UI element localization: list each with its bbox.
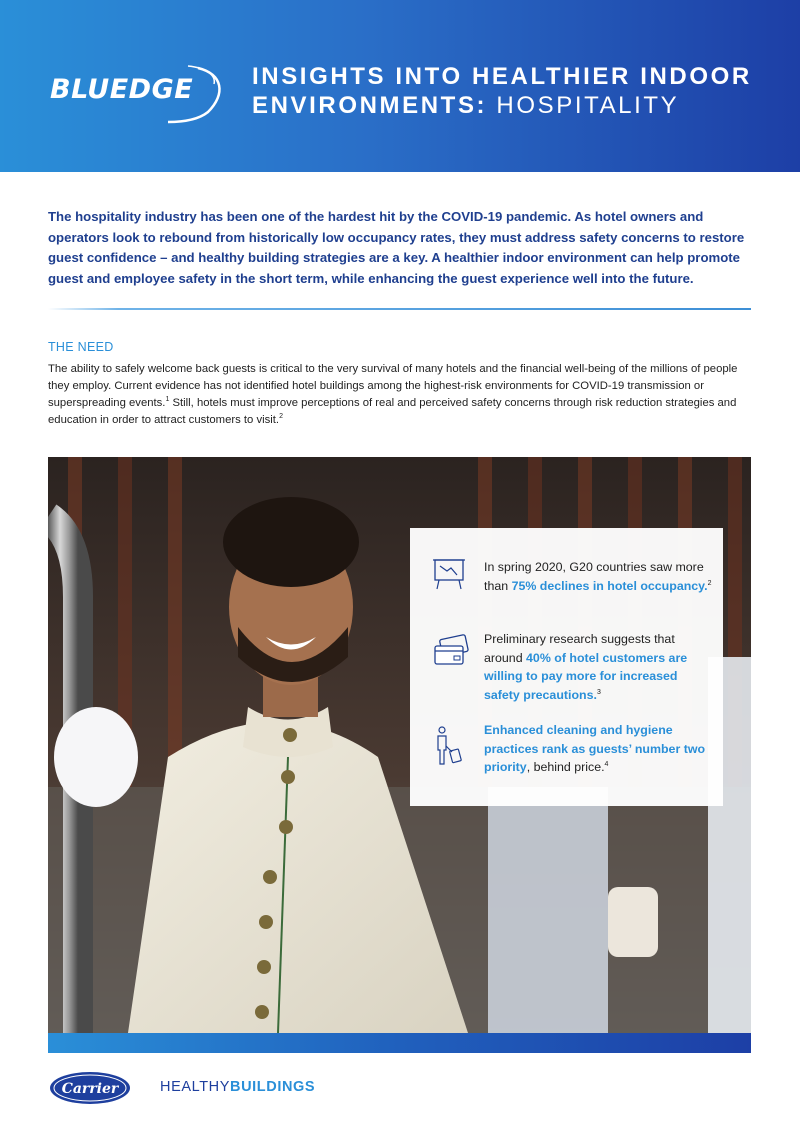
brand-bold: BUILDINGS xyxy=(230,1079,316,1095)
page-title xyxy=(252,62,792,120)
traveler-luggage-icon xyxy=(432,726,466,768)
brand-thin: HEALTHY xyxy=(160,1079,231,1095)
stat-item-occupancy xyxy=(484,558,716,595)
stat-item-cleaning-priority xyxy=(484,721,716,777)
credit-cards-icon xyxy=(432,634,470,668)
stat-3-highlight: Enhanced cleaning and hygiene practices rank as guests’ number two priority xyxy=(484,723,706,774)
stat-2-pre: Preliminary research suggests that around xyxy=(484,632,675,665)
stat-2-highlight: 40% of hotel customers are willing to pay more for increased safety precautions. xyxy=(484,650,688,702)
photo-accent-bar xyxy=(48,1033,751,1053)
stat-2-footnote: 3 xyxy=(596,688,601,696)
title-line-2 xyxy=(252,91,792,120)
title-line-1: INSIGHTS INTO HEALTHIER INDOOR xyxy=(252,63,752,90)
need-paragraph xyxy=(48,361,752,429)
stat-item-safety-payment xyxy=(484,630,716,704)
title-line-2-bold: ENVIRONMENTS: xyxy=(252,92,488,119)
need-heading: THE NEED xyxy=(48,340,114,354)
title-line-2-light: HOSPITALITY xyxy=(487,92,680,119)
footnote-ref-1: 1 xyxy=(165,396,170,404)
stat-1-footnote: 2 xyxy=(707,579,712,587)
stats-callout xyxy=(410,528,723,806)
stat-3-footnote: 4 xyxy=(604,760,609,768)
intro-paragraph: The hospitality industry has been one of the hardest hit by the COVID-19 pandemic. As hotel owners and operators look to rebound from historically low occupancy rates, they must address safety concerns to restore guest confidence – and healthy building strategies are a key. A healthier indoor environment can help promote guest and employee safety in the short term, while enhancing the guest experience well into the future. xyxy=(48,209,745,286)
bluedge-logo xyxy=(48,64,228,124)
stat-3-post: , behind price. xyxy=(526,760,605,774)
carrier-logo xyxy=(48,1070,132,1106)
carrier-logo-text: Carrier xyxy=(61,1081,119,1097)
header-banner xyxy=(0,0,800,172)
section-divider xyxy=(48,308,751,310)
need-text-1: The ability to safely welcome back guests is critical to the very survival of many hotels and the financial well-being of the millions of people they employ. Current evidence has not identified hotel buildings among the highest-risk environments for COVID-19 transmission or superspreading events. xyxy=(48,363,738,409)
footnote-ref-2: 2 xyxy=(279,413,283,421)
presentation-chart-icon xyxy=(432,556,466,592)
healthy-buildings-brand xyxy=(160,1079,315,1095)
stat-1-highlight: 75% declines in hotel occupancy. xyxy=(511,578,708,593)
logo-text: BLUEDGE xyxy=(50,74,194,105)
stat-1-pre: In spring 2020, G20 countries saw more than xyxy=(484,560,704,593)
need-text-2: Still, hotels must improve perceptions of real and perceived safety concerns through risk reduction strategies and education in order to attract customers to visit. xyxy=(48,397,737,426)
